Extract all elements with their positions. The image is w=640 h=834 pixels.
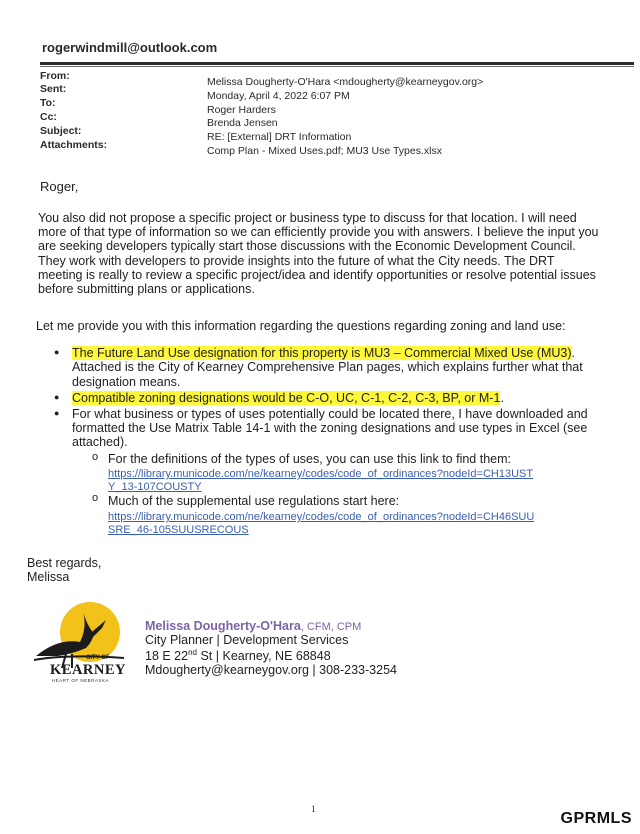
address-rest: St | Kearney, NE 68848 — [197, 649, 331, 664]
paragraph-line: before submitting plans or applications. — [38, 282, 255, 296]
city-of-kearney-logo — [28, 598, 128, 686]
bullet-icon: ● — [54, 392, 60, 402]
bullet-1-line-1 — [72, 346, 575, 361]
bullet-2-end: . — [500, 391, 504, 405]
sent-value: Monday, April 4, 2022 6:07 PM — [207, 90, 350, 102]
closing-name: Melissa — [27, 570, 70, 584]
logo-kearney: KEARNEY — [50, 662, 127, 678]
regulations-link-cont[interactable]: SRE_46-105SUUSRECOUS — [108, 524, 249, 536]
bullet-2-line-1 — [72, 391, 504, 406]
from-value: Melissa Dougherty-O'Hara <mdougherty@kearneygov.org> — [207, 76, 484, 88]
sent-label: Sent: — [40, 83, 67, 95]
signature-title: City Planner | Development Services — [145, 633, 349, 647]
greeting: Roger, — [40, 179, 79, 194]
bullet-icon: ● — [54, 347, 60, 357]
definitions-link-cont[interactable]: Y_13-107COUSTY — [108, 481, 202, 493]
paragraph-line: meeting is really to review a specific project/idea and identify opportunities or resolve potential issues — [38, 268, 596, 282]
intro-line: Let me provide you with this information regarding the questions regarding zoning and land use: — [36, 319, 566, 333]
to-value: Roger Harders — [207, 104, 276, 116]
sub-bullet-icon: o — [92, 451, 99, 463]
to-label: To: — [40, 97, 56, 109]
subject-label: Subject: — [40, 125, 82, 137]
attachments-value: Comp Plan - Mixed Uses.pdf; MU3 Use Types.xlsx — [207, 145, 442, 157]
bullet-1-line-3: designation means. — [72, 375, 181, 389]
address-suffix: nd — [188, 648, 197, 657]
regulations-link[interactable]: https://library.municode.com/ne/kearney/codes/code_of_ordinances?nodeId=CH46SUU — [108, 511, 535, 523]
logo-city-of: CITY OF — [86, 655, 110, 661]
cc-value: Brenda Jensen — [207, 117, 278, 129]
paragraph-line: You also did not propose a specific project or business type to discuss for that location. I will need — [38, 211, 577, 225]
from-label: From: — [40, 70, 70, 82]
address-number: 18 E 22 — [145, 649, 189, 664]
page-number: 1 — [311, 804, 316, 814]
subject-value: RE: [External] DRT Information — [207, 131, 352, 143]
header-divider-thin — [40, 66, 634, 67]
bullet-1-line-2: Attached is the City of Kearney Comprehensive Plan pages, which explains further what that — [72, 360, 583, 374]
definitions-link[interactable]: https://library.municode.com/ne/kearney/codes/code_of_ordinances?nodeId=CH13UST — [108, 468, 534, 480]
watermark: GPRMLS — [560, 810, 632, 827]
bullet-3-line-1: For what business or types of uses potentially could be located there, I have downloaded and — [72, 407, 588, 421]
highlight: The Future Land Use designation for this property is MU3 – Commercial Mixed Use (MU3) — [72, 346, 572, 360]
header-divider — [40, 62, 634, 65]
sub-bullet-2: Much of the supplemental use regulations start here: — [108, 494, 400, 508]
bullet-3-line-3: attached). — [72, 435, 128, 449]
sub-bullet-icon: o — [92, 492, 99, 504]
signature-address — [145, 648, 331, 663]
attachments-label: Attachments: — [40, 139, 108, 151]
signature-credentials: , CFM, CPM — [300, 621, 362, 633]
sub-bullet-1: For the definitions of the types of uses, you can use this link to find them: — [108, 452, 511, 466]
signature-contact: Mdougherty@kearneygov.org | 308-233-3254 — [145, 663, 397, 677]
signature-name: Melissa Dougherty-O'Hara — [145, 619, 301, 633]
bullet-icon: ● — [54, 408, 60, 418]
logo-tagline: HEART OF NEBRASKA — [52, 678, 109, 683]
closing-regards: Best regards, — [27, 556, 102, 570]
bullet-3-line-2: formatted the Use Matrix Table 14-1 with the zoning designations and use types in Excel (see — [72, 421, 588, 435]
account-email: rogerwindmill@outlook.com — [42, 40, 218, 55]
paragraph-line: are seeking developers typically start those discussions with the Economic Development Council. — [38, 239, 576, 253]
paragraph-line: more of that type of information so we can efficiently provide you with answers. I believe the input you — [38, 225, 599, 239]
bullet-1-end: . — [571, 346, 575, 360]
cc-label: Cc: — [40, 111, 57, 123]
highlight: Compatible zoning designations would be C-O, UC, C-1, C-2, C-3, BP, or M-1 — [72, 391, 501, 405]
paragraph-line: They work with developers to provide insights into the future of what the City needs. The DRT — [38, 254, 555, 268]
